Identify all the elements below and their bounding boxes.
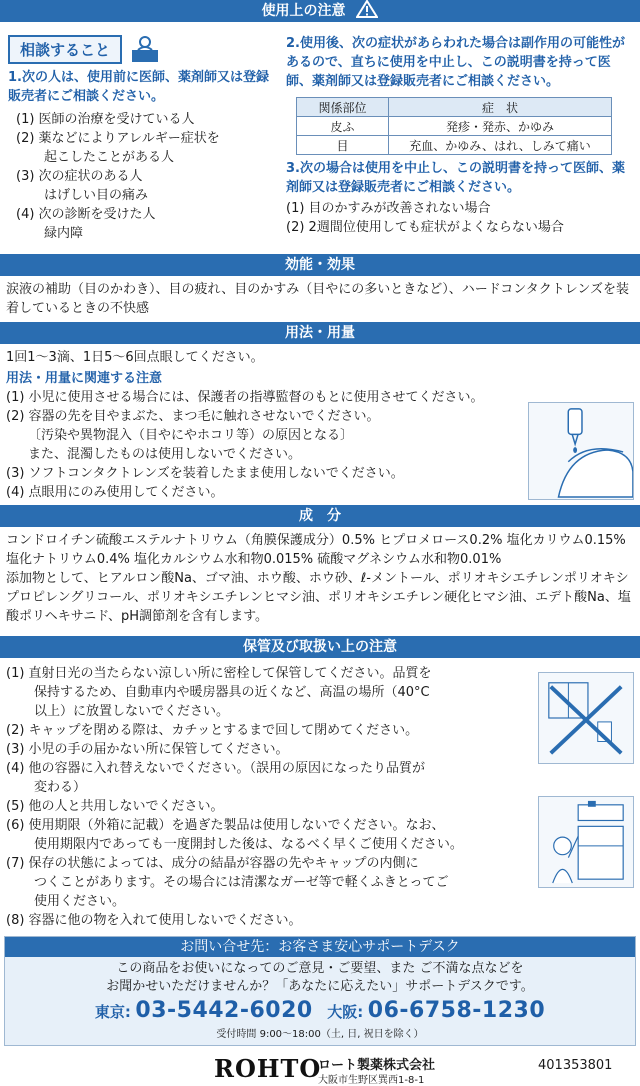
osaka-phone-link[interactable]: 06-6758-1230	[367, 998, 546, 1023]
section-title: 用法・用量	[285, 325, 355, 341]
list-item: (2) 薬などによりアレルギー症状を	[16, 131, 220, 146]
reception-hours: 受付時間 9:00〜18:00（土, 日, 祝日を除く）	[216, 1029, 424, 1040]
list-item: (1) 医師の治療を受けている人	[16, 112, 195, 127]
warning-triangle-icon	[356, 0, 378, 18]
support-desk-line: お聞かせいただけませんか？「あなたに応えたい」サポートデスクです。	[106, 979, 534, 994]
tokyo-label: 東京:	[94, 1003, 131, 1021]
table-cell: 充血、かゆみ、はれ、しみて痛い	[389, 136, 612, 155]
dosage-section	[0, 322, 640, 502]
efficacy-text: 涙液の補助（目のかわき）、目の疲れ、目のかすみ（目やにの多いときなど）、ハードコンタクトレンズを装着しているときの不快感	[6, 282, 630, 316]
side-effects-column	[286, 34, 636, 237]
consult-lead-3: 3.次の場合は使用を中止し、この説明書を持って医師、薬剤師又は登録販売者にご相談ください。	[286, 161, 625, 195]
list-item: 使用ください。	[34, 894, 126, 909]
list-item: (5) 他の人と共用しないでください。	[6, 799, 224, 814]
list-item: (7) 保存の状態によっては、成分の結晶が容器の先やキャップの内側に	[6, 856, 419, 871]
list-item: (8) 容器に他の物を入れて使用しないでください。	[6, 913, 302, 928]
section-title: 保管及び取扱い上の注意	[243, 639, 397, 655]
list-item: (3) 小児の手の届かない所に保管してください。	[6, 742, 289, 757]
table-header: 症 状	[389, 98, 612, 117]
list-item: 〔汚染や異物混入（目やにやホコリ等）の原因となる〕	[28, 428, 354, 443]
list-item: (4) 次の診断を受けた人	[16, 207, 156, 222]
company-name: ロート製薬株式会社	[318, 1058, 436, 1073]
consult-label: 相談すること	[8, 35, 122, 64]
list-item: 使用期限内であっても一度開封した後は、なるべく早くご使用ください。	[34, 837, 463, 852]
osaka-label: 大阪:	[327, 1003, 364, 1021]
section-title: 効能・効果	[285, 257, 355, 273]
ingredients-section	[0, 505, 640, 626]
support-desk-title: お問い合せ先：お客さま安心サポートデスク	[5, 937, 635, 957]
consult-lead-1: 1.次の人は、使用前に医師、薬剤師又は登録販売者にご相談ください。	[8, 70, 269, 104]
list-item: つくことがあります。その場合には清潔なガーゼ等で軽くふきとってご	[34, 875, 449, 890]
list-item: (3) ソフトコンタクトレンズを装着したまま使用しないでください。	[6, 466, 404, 481]
list-item: (2) キャップを閉める際は、カチッとするまで回して閉めてください。	[6, 723, 419, 738]
list-item: (2) 容器の先を目やまぶた、まつ毛に触れさせないでください。	[6, 409, 380, 424]
list-item: 以上）に放置しないでください。	[34, 704, 230, 719]
list-item: (1) 直射日光の当たらない涼しい所に密栓して保管してください。品質を	[6, 666, 432, 681]
tokyo-phone-link[interactable]: 03-5442-6020	[135, 998, 313, 1023]
storage-section	[0, 636, 640, 930]
dosage-text: 1回1〜3滴、1日5〜6回点眼してください。	[6, 350, 264, 365]
support-desk-line: この商品をお使いになってのご意見・ご要望、また ご不満な点などを	[116, 961, 524, 976]
list-item: はげしい目の痛み	[44, 188, 149, 203]
list-item: また、混濁したものは使用しないでください。	[28, 447, 302, 462]
section-title: 成 分	[299, 508, 341, 524]
table-row	[297, 136, 612, 155]
list-item: 緑内障	[44, 226, 84, 241]
active-ingredients-text: コンドロイチン硫酸エステルナトリウム（角膜保護成分）0.5% ヒプロメロース0.2% 塩化カリウム0.15% 塩化ナトリウム0.4% 塩化カルシウム水和物0.015% 硫酸マグネシウム水和物0.01%	[6, 533, 626, 567]
table-header: 関係部位	[297, 98, 389, 117]
table-cell: 発疹・発赤、かゆみ	[389, 117, 612, 136]
pharmacist-consult-icon	[130, 34, 160, 64]
list-item: (3) 次の症状のある人	[16, 169, 143, 184]
support-desk-panel	[4, 936, 636, 1046]
list-item: (1) 目のかすみが改善されない場合	[286, 201, 491, 216]
section-title: 使用上の注意	[261, 3, 346, 19]
section-header	[0, 254, 640, 276]
section-header	[0, 0, 640, 22]
no-sunlight-illustration	[538, 672, 634, 764]
section-header	[0, 322, 640, 344]
consult-column	[8, 34, 280, 243]
consult-lead-2: 2.使用後、次の症状があらわれた場合は副作用の可能性があるので、直ちに使用を中止し、この説明書を持って医師、薬剤師又は登録販売者にご相談ください。	[286, 36, 625, 89]
list-item: 起こしたことがある人	[44, 150, 175, 165]
section-header	[0, 636, 640, 658]
usage-precautions-section	[0, 0, 640, 252]
child-reach-illustration	[538, 796, 634, 888]
dosage-subhead: 用法・用量に関連する注意	[6, 371, 163, 386]
list-item: (4) 他の容器に入れ替えないでください。（誤用の原因になったり品質が	[6, 761, 426, 776]
product-code: 401353801	[538, 1058, 613, 1073]
additives-text: 添加物として、ヒアルロン酸Na、ゴマ油、ホウ酸、ホウ砂、ℓ-メントール、ポリオキシエチレンポリオキシプロピレングリコール、ポリオキシエチレンヒマシ油、ポリオキシエチレン硬化ヒマシ油、エデト酸Na、塩酸ポリヘキサニド、pH調節剤を含有します。	[6, 571, 631, 624]
table-row	[297, 117, 612, 136]
eye-drop-illustration	[528, 402, 634, 500]
table-cell: 目	[297, 136, 389, 155]
list-item: (4) 点眼用にのみ使用してください。	[6, 485, 224, 500]
table-cell: 皮ふ	[297, 117, 389, 136]
list-item: (6) 使用期限（外箱に記載）を過ぎた製品は使用しないでください。なお、	[6, 818, 445, 833]
phone-numbers	[5, 998, 635, 1023]
company-address: 大阪市生野区巽西1-8-1	[318, 1075, 425, 1086]
footer	[0, 1050, 640, 1086]
list-item: 変わる）	[34, 780, 87, 795]
efficacy-section	[0, 254, 640, 318]
list-item: (2) 2週間位使用しても症状がよくならない場合	[286, 220, 564, 235]
symptom-table	[296, 97, 612, 155]
brand-logo: ROHTO	[214, 1054, 322, 1083]
list-item: 保持するため、自動車内や暖房器具の近くなど、高温の場所（40°C	[34, 685, 430, 700]
section-header	[0, 505, 640, 527]
list-item: (1) 小児に使用させる場合には、保護者の指導監督のもとに使用させてください。	[6, 390, 484, 405]
